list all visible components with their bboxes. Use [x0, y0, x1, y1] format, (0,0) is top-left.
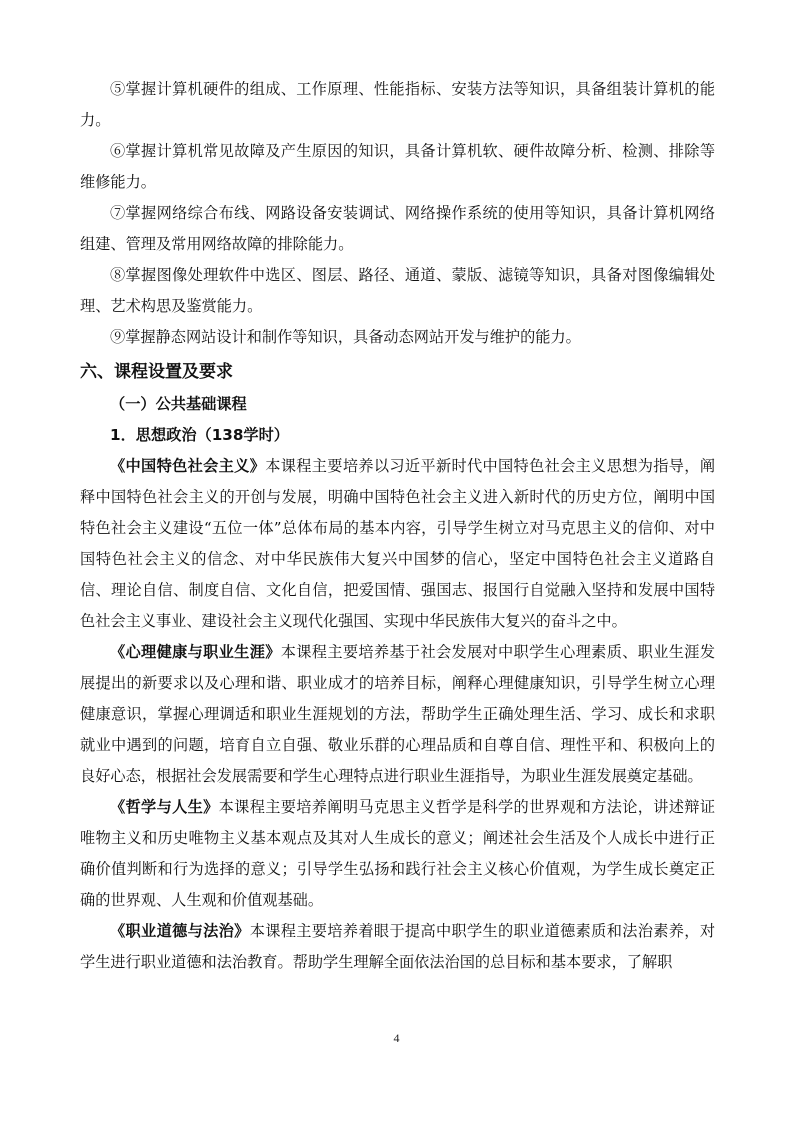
course-paragraph: [80, 916, 715, 978]
list-item: ⑥掌握计算机常见故障及产生原因的知识，具备计算机软、硬件故障分析、检测、排除等维修能力。: [80, 142, 715, 191]
page-content: [80, 74, 715, 978]
list-item: ⑤掌握计算机硬件的组成、工作原理、性能指标、安装方法等知识，具备组装计算机的能力。: [80, 80, 715, 129]
course-description: 本课程主要培养以习近平新时代中国特色社会主义思想为指导，阐释中国特色社会主义的开创与发展，明确中国特色社会主义进入新时代的历史方位，阐明中国特色社会主义建设“五位一体”总体布局的基本内容，引导学生树立对马克思主义的信仰、对中国特色社会主义的信念、对中华民族伟大复兴中国梦的信心，坚定中国特色社会主义道路自信、理论自信、制度自信、文化自信，把爱国情、强国志、报国行自觉融入坚持和发展中国特色社会主义事业、建设社会主义现代化强国、实现中华民族伟大复兴的奋斗之中。: [80, 457, 716, 630]
course-description: 本课程主要培养阐明马克思主义哲学是科学的世界观和方法论，讲述辩证唯物主义和历史唯物主义基本观点及其对人生成长的意义；阐述社会生活及个人成长中进行正确价值判断和行为选择的意义；引导学生弘扬和践行社会主义核心价值观，为学生成长奠定正确的世界观、人生观和价值观基础。: [80, 798, 716, 909]
section-heading: 六、课程设置及要求: [80, 362, 233, 382]
page-number: 4: [393, 1031, 400, 1045]
course-description: 本课程主要培养着眼于提高中职学生的职业道德素质和法治素养，对学生进行职业道德和法治教育。帮助学生理解全面依法治国的总目标和基本要求，了解职: [80, 922, 716, 971]
course-paragraph: [80, 637, 715, 792]
course-title: 《中国特色社会主义》: [110, 457, 266, 475]
course-paragraph: [80, 451, 715, 637]
list-item: ⑧掌握图像处理软件中选区、图层、路径、通道、蒙版、滤镜等知识，具备对图像编辑处理、艺术构思及鉴赏能力。: [80, 266, 715, 315]
list-item: ⑦掌握网络综合布线、网路设备安装调试、网络操作系统的使用等知识，具备计算机网络组建、管理及常用网络故障的排除能力。: [80, 204, 715, 253]
list-item: ⑨掌握静态网站设计和制作等知识，具备动态网站开发与维护的能力。: [110, 328, 581, 346]
course-description: 本课程主要培养基于社会发展对中职学生心理素质、职业生涯发展提出的新要求以及心理和谐、职业成才的培养目标，阐释心理健康知识，引导学生树立心理健康意识，掌握心理调适和职业生涯规划的方法，帮助学生正确处理生活、学习、成长和求职就业中遇到的问题，培育自立自强、敬业乐群的心理品质和自尊自信、理性平和、积极向上的良好心态，根据社会发展需要和学生心理特点进行职业生涯指导，为职业生涯发展奠定基础。: [80, 643, 716, 785]
subsection-heading: （一）公共基础课程: [110, 395, 247, 413]
course-paragraph: [80, 792, 715, 916]
course-title: 《哲学与人生》: [110, 798, 219, 816]
subsubsection-heading: 1．思想政治（138学时）: [110, 426, 289, 444]
course-title: 《心理健康与职业生涯》: [110, 643, 281, 661]
course-title: 《职业道德与法治》: [110, 922, 250, 940]
